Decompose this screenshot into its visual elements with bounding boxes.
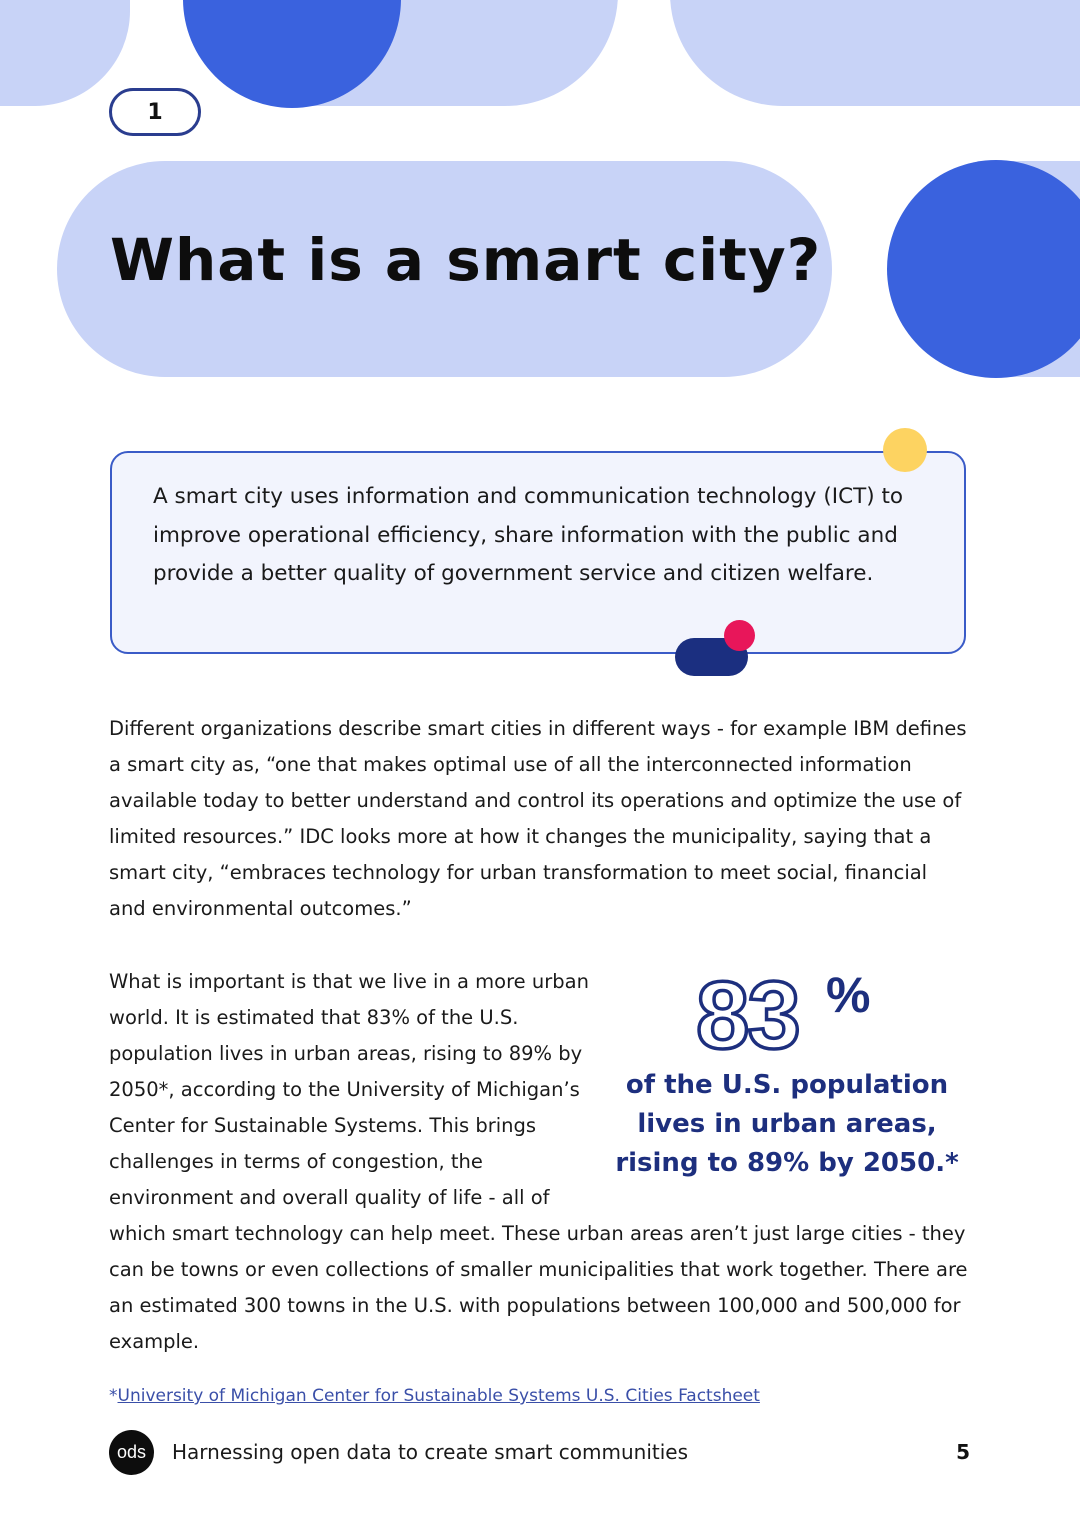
footnote — [109, 1386, 760, 1406]
body-paragraph-urban-areas: which smart technology can help meet. These urban areas aren’t just large cities - they can be towns or even collections of smaller municipalities that work together. There are an estimated 300 towns in the U.S. with populations between 100,000 and 500,000 for example. — [109, 1222, 968, 1353]
stat-caption: of the U.S. population lives in urban areas, rising to 89% by 2050.* — [615, 1070, 959, 1178]
page-number: 5 — [956, 1440, 970, 1464]
ods-logo — [109, 1430, 154, 1475]
publication-title: Harnessing open data to create smart communities — [172, 1440, 689, 1464]
stat-figure — [690, 960, 890, 1060]
decorative-circle-right — [887, 160, 1080, 378]
stat-unit: % — [826, 967, 871, 1023]
decorative-pill-top-right — [670, 0, 1080, 106]
body-paragraph-urban-world: What is important is that we live in a more urban world. It is estimated that 83% of the U.S. population lives in urban areas, rising to 89% by 2050*, according to the University of Michigan’s Center for Sustainable Systems. This brings challenges in terms of congestion, the environment and overall quality of life - all of — [109, 970, 589, 1209]
footnote-source-link[interactable]: University of Michigan Center for Sustainable Systems U.S. Cities Factsheet — [117, 1386, 760, 1406]
decorative-pill-top-left — [0, 0, 130, 106]
definition-text: A smart city uses information and communication technology (ICT) to improve operational efficiency, share information with the public and provide a better quality of government service and citizen welfare. — [153, 484, 904, 586]
decorative-dot-pink — [724, 620, 755, 651]
decorative-dot-yellow — [883, 428, 927, 472]
page-title: What is a smart city? — [110, 226, 822, 294]
logo-text: ods — [116, 1442, 147, 1462]
stat-value: 83 — [696, 962, 799, 1060]
chapter-number-badge — [109, 88, 201, 136]
footnote-marker: * — [109, 1386, 118, 1406]
chapter-number: 1 — [147, 99, 163, 125]
body-paragraph-organizations: Different organizations describe smart cities in different ways - for example IBM defines a smart city as, “one that makes optimal use of all the interconnected information available today to better understand and control its operations and optimize the use of limited resources.” IDC looks more at how it changes the municipality, saying that a smart city, “embraces technology for urban transformation to meet social, financial and environmental outcomes.” — [109, 717, 967, 920]
